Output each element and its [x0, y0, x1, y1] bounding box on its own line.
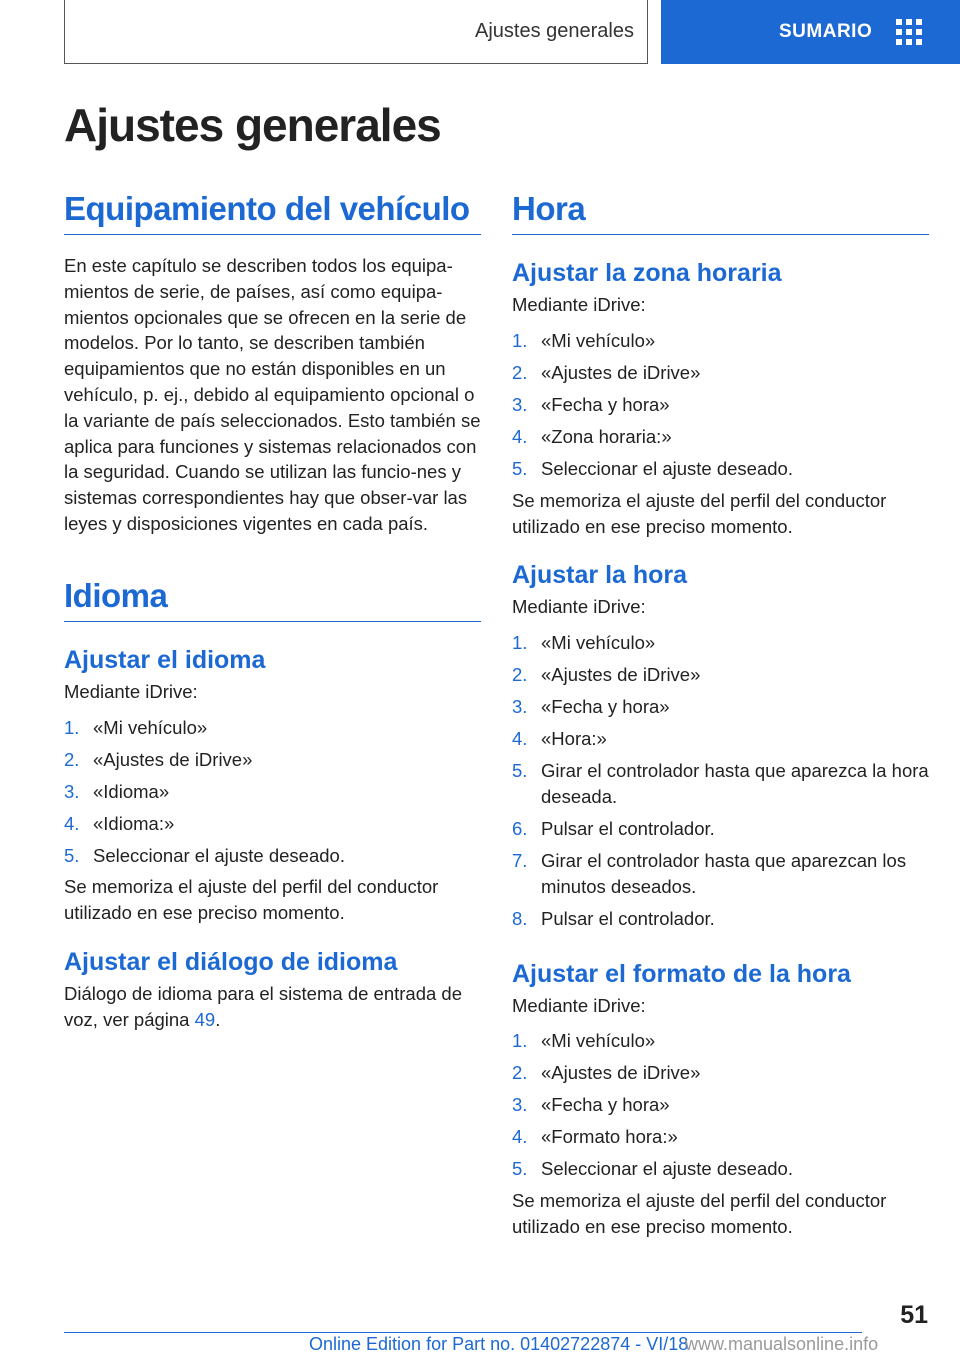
step-text: «Ajustes de iDrive»	[541, 664, 701, 686]
zona-horaria-steps	[512, 328, 929, 482]
list-item	[512, 662, 929, 688]
step-number: 1.	[64, 716, 80, 738]
ajustar-idioma-intro: Mediante iDrive:	[64, 680, 198, 702]
list-item	[512, 906, 929, 932]
step-number: 3.	[512, 1094, 528, 1116]
list-item	[512, 456, 929, 482]
list-item	[64, 843, 481, 869]
step-text: «Mi vehículo»	[541, 1030, 656, 1052]
step-text: «Mi vehículo»	[541, 632, 656, 654]
step-number: 8.	[512, 907, 528, 929]
step-text: Girar el controlador hasta que aparezcan los minutos deseados.	[541, 849, 907, 897]
step-text: «Fecha y hora»	[541, 696, 670, 718]
footer-divider	[64, 1332, 862, 1333]
step-text: Pulsar el controlador.	[541, 817, 715, 839]
step-number: 2.	[512, 664, 528, 686]
dialogo-end: .	[215, 1008, 221, 1030]
page-title: Ajustes generales	[64, 99, 441, 151]
step-number: 5.	[512, 1158, 528, 1180]
subheading-zona-horaria: Ajustar la zona horaria	[512, 259, 782, 287]
step-number: 3.	[64, 780, 80, 802]
ajustar-hora-steps	[512, 630, 929, 931]
grid-icon	[896, 19, 922, 45]
step-number: 5.	[512, 457, 528, 479]
list-item	[64, 747, 481, 773]
dialogo-idioma-paragraph	[64, 981, 481, 1033]
step-number: 4.	[512, 1126, 528, 1148]
left-column	[64, 190, 481, 1033]
header-title: Ajustes generales	[475, 20, 634, 42]
page-number: 51	[900, 1301, 928, 1329]
dialogo-text: Diálogo de idioma para el sistema de entrada de voz, ver página	[64, 983, 462, 1030]
list-item	[512, 726, 929, 752]
step-text: «Ajustes de iDrive»	[541, 361, 701, 383]
step-text: «Hora:»	[541, 728, 607, 750]
step-number: 2.	[512, 1062, 528, 1084]
step-number: 3.	[512, 696, 528, 718]
formato-hora-intro: Mediante iDrive:	[512, 994, 646, 1016]
sumario-button[interactable]	[661, 0, 960, 64]
list-item	[512, 1060, 929, 1086]
step-number: 3.	[512, 393, 528, 415]
ajustar-idioma-steps	[64, 715, 481, 869]
step-number: 2.	[512, 361, 528, 383]
step-text: «Fecha y hora»	[541, 1094, 670, 1116]
list-item	[512, 392, 929, 418]
step-number: 7.	[512, 849, 528, 871]
list-item	[512, 816, 929, 842]
footer-edition: Online Edition for Part no. 01402722874 - VI/18	[309, 1334, 689, 1354]
list-item	[512, 630, 929, 656]
watermark: www.manualsonline.info	[685, 1334, 879, 1354]
list-item	[512, 1092, 929, 1118]
formato-hora-steps	[512, 1028, 929, 1182]
step-number: 4.	[64, 812, 80, 834]
list-item	[512, 424, 929, 450]
step-number: 5.	[512, 760, 528, 782]
step-text: «Zona horaria:»	[541, 425, 672, 447]
step-text: «Formato hora:»	[541, 1126, 678, 1148]
section-heading-hora: Hora	[512, 190, 929, 235]
step-text: «Mi vehículo»	[541, 329, 656, 351]
step-text: Pulsar el controlador.	[541, 907, 715, 929]
list-item	[512, 360, 929, 386]
list-item	[512, 848, 929, 900]
list-item	[512, 1124, 929, 1150]
step-text: «Ajustes de iDrive»	[93, 748, 253, 770]
zona-horaria-note: Se memoriza el ajuste del perfil del conductor utilizado en ese preciso momento.	[512, 489, 887, 537]
step-number: 6.	[512, 817, 528, 839]
list-item	[512, 694, 929, 720]
formato-hora-note: Se memoriza el ajuste del perfil del conductor utilizado en ese preciso momento.	[512, 1190, 887, 1238]
section-heading-equipamiento: Equipamiento del vehículo	[64, 190, 481, 235]
step-text: «Idioma:»	[93, 812, 175, 834]
subheading-ajustar-idioma: Ajustar el idioma	[64, 645, 266, 674]
list-item	[512, 328, 929, 354]
header-title-box	[64, 0, 648, 64]
step-text: «Ajustes de iDrive»	[541, 1062, 701, 1084]
step-number: 4.	[512, 728, 528, 750]
list-item	[64, 811, 481, 837]
step-text: «Mi vehículo»	[93, 716, 208, 738]
zona-horaria-intro: Mediante iDrive:	[512, 294, 646, 315]
step-text: «Fecha y hora»	[541, 393, 670, 415]
section-heading-idioma: Idioma	[64, 577, 481, 622]
step-number: 1.	[512, 632, 528, 654]
sumario-label: SUMARIO	[779, 21, 873, 42]
list-item	[64, 779, 481, 805]
step-number: 1.	[512, 329, 528, 351]
list-item	[64, 715, 481, 741]
subheading-formato-hora: Ajustar el formato de la hora	[512, 959, 851, 988]
ajustar-idioma-note: Se memoriza el ajuste del perfil del conductor utilizado en ese preciso momento.	[64, 876, 439, 924]
step-number: 2.	[64, 748, 80, 770]
step-text: «Idioma»	[93, 780, 170, 802]
list-item	[512, 1028, 929, 1054]
step-number: 4.	[512, 425, 528, 447]
step-number: 5.	[64, 844, 80, 866]
ajustar-hora-intro: Mediante iDrive:	[512, 596, 646, 618]
list-item	[512, 758, 929, 810]
step-text: Seleccionar el ajuste deseado.	[93, 844, 345, 866]
subheading-ajustar-hora: Ajustar la hora	[512, 561, 688, 590]
step-text: Seleccionar el ajuste deseado.	[541, 457, 793, 479]
step-text: Seleccionar el ajuste deseado.	[541, 1158, 793, 1180]
list-item	[512, 1156, 929, 1182]
equipamiento-paragraph: En este capítulo se describen todos los equipa-mientos de serie, de países, así como equipa-mientos opcionales que se ofrecen en la serie de modelos. Por lo tanto, se describen también equipamientos que no están disponibles en un vehículo, p. ej., debido al equipamiento opcional o la variante de país seleccionados. Esto también se aplica para funciones y sistemas relacionados con la seguridad. Cuando se utilizan las funcio-nes y sistemas correspondientes hay que obser-var las leyes y disposiciones vigentes en cada país.	[64, 255, 481, 534]
right-column	[512, 190, 929, 1240]
step-number: 1.	[512, 1030, 528, 1052]
page-link-49[interactable]: 49	[194, 1008, 216, 1030]
subheading-dialogo-idioma: Ajustar el diálogo de idioma	[64, 948, 398, 977]
step-text: Girar el controlador hasta que aparezca la hora deseada.	[541, 760, 929, 807]
